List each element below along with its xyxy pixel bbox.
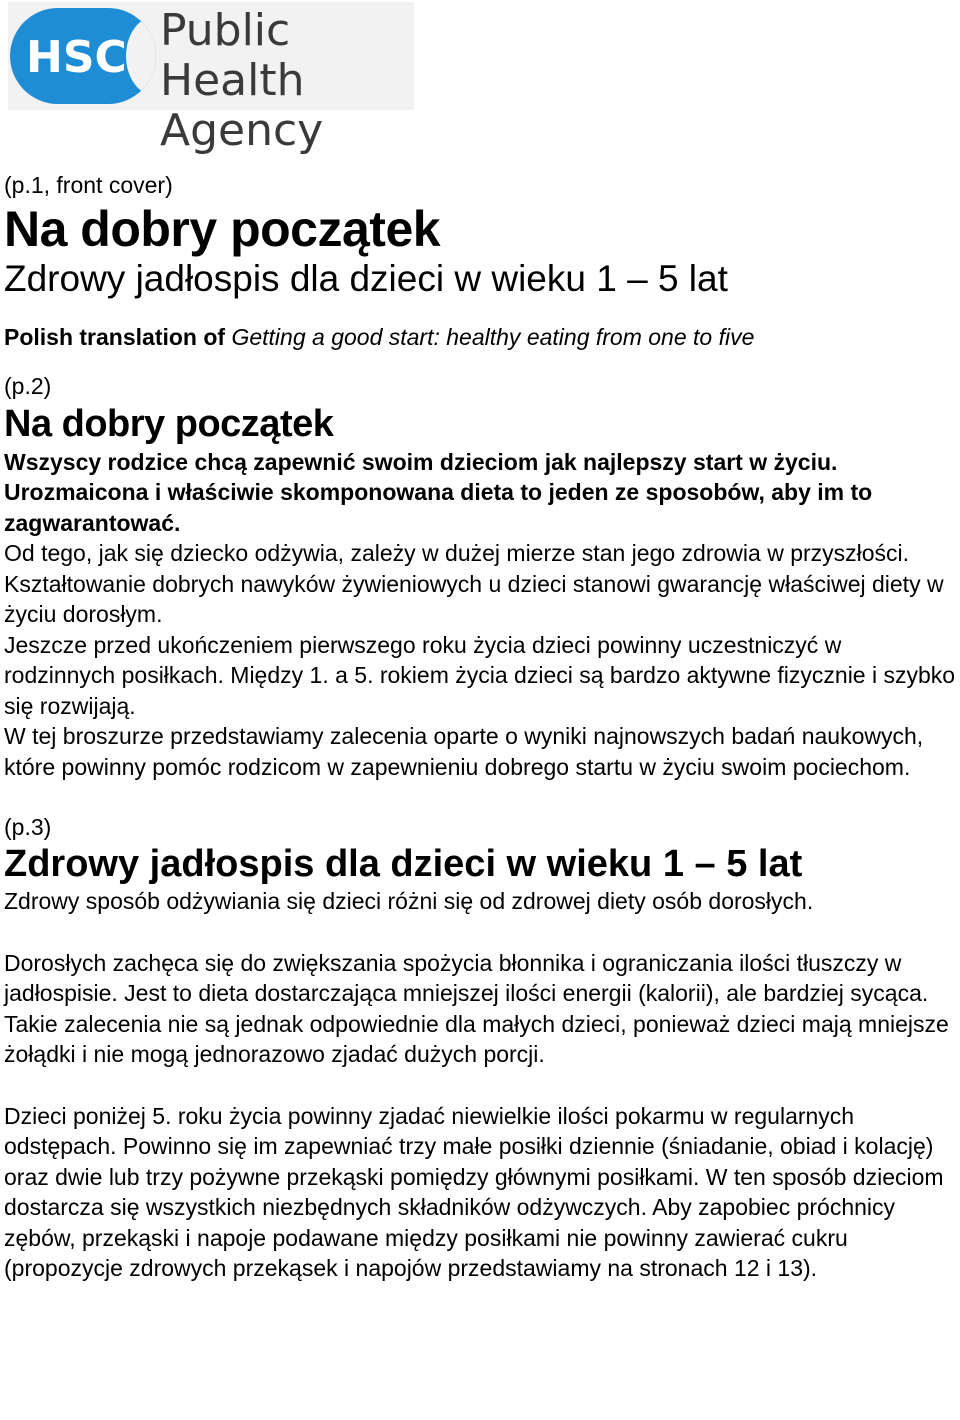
page-marker-1: (p.1, front cover): [4, 172, 173, 198]
cover-subtitle: Zdrowy jadłospis dla dzieci w wieku 1 – 5 lat: [4, 258, 728, 299]
page2-intro: Wszyscy rodzice chcą zapewnić swoim dzieciom jak najlepszy start w życiu. Urozmaicona i właściwie skomponowana dieta to jeden ze sposobów, aby im to zagwarantować.: [4, 448, 873, 536]
translation-title: Getting a good start: healthy eating from one to five: [231, 324, 755, 350]
cover-title: Na dobry początek: [4, 201, 441, 257]
logo-badge: HSC: [26, 32, 127, 83]
translation-note: [4, 322, 956, 353]
page2-paragraph-3: W tej broszurze przedstawiamy zalecenia oparte o wyniki najnowszych badań naukowych, które powinny pomóc rodzicom w zapewnieniu dobrego startu w życiu swoim pociechom.: [4, 723, 924, 780]
hsc-logo: [8, 2, 414, 156]
document-body: [4, 170, 956, 1284]
translation-prefix: Polish translation of: [4, 324, 232, 350]
logo-line-1: Public Health: [160, 5, 305, 106]
hsc-speech-bubble-icon: [10, 8, 156, 104]
page3-paragraph-1: Zdrowy sposób odżywiania się dzieci różni się od zdrowej diety osób dorosłych.: [4, 888, 814, 914]
page-marker-3: (p.3): [4, 814, 52, 840]
page3-paragraph-3: Dzieci poniżej 5. roku życia powinny zjadać niewielkie ilości pokarmu w regularnych odstępach. Powinno się im zapewniać trzy małe posiłki dziennie (śniadanie, obiad i kolację) oraz dwie lub trzy pożywne przekąski pomiędzy głównymi posiłkami. W ten sposób dzieciom dostarcza się wszystkich niezbędnych składników odżywczych. Aby zapobiec próchnicy zębów, przekąski i napoje podawane między posiłkami nie powinny zawierać cukru (propozycje zdrowych przekąsek i napojów przedstawiamy na stronach 12 i 13).: [4, 1102, 944, 1281]
logo-line-2: Agency: [160, 105, 324, 156]
page2-paragraph-1: Od tego, jak się dziecko odżywia, zależy w dużej mierze stan jego zdrowia w przyszłości. Kształtowanie dobrych nawyków żywieniowych u dzieci stanowi gwarancję właściwej diety w życiu dorosłym.: [4, 540, 944, 627]
page2-paragraph-2: Jeszcze przed ukończeniem pierwszego roku życia dzieci powinny uczestniczyć w rodzinnych posiłkach. Między 1. a 5. rokiem życia dzieci są bardzo aktywne fizycznie i szybko się rozwijają.: [4, 631, 956, 719]
page-marker-2: (p.2): [4, 372, 52, 399]
page3-paragraph-2: Dorosłych zachęca się do zwiększania spożycia błonnika i ograniczania ilości tłuszczy w jadłospisie. Jest to dieta dostarczająca mniejszej ilości energii (kalorii), ale bardziej sycąca. Takie zalecenia nie są jednak odpowiednie dla małych dzieci, ponieważ dzieci mają mniejsze żołądki i nie mogą jednorazowo zjadać dużych porcji.: [4, 949, 949, 1067]
page2-title: Na dobry początek: [4, 402, 334, 445]
page3-title: Zdrowy jadłospis dla dzieci w wieku 1 – 5 lat: [4, 843, 803, 885]
logo-wordmark: [160, 6, 414, 156]
